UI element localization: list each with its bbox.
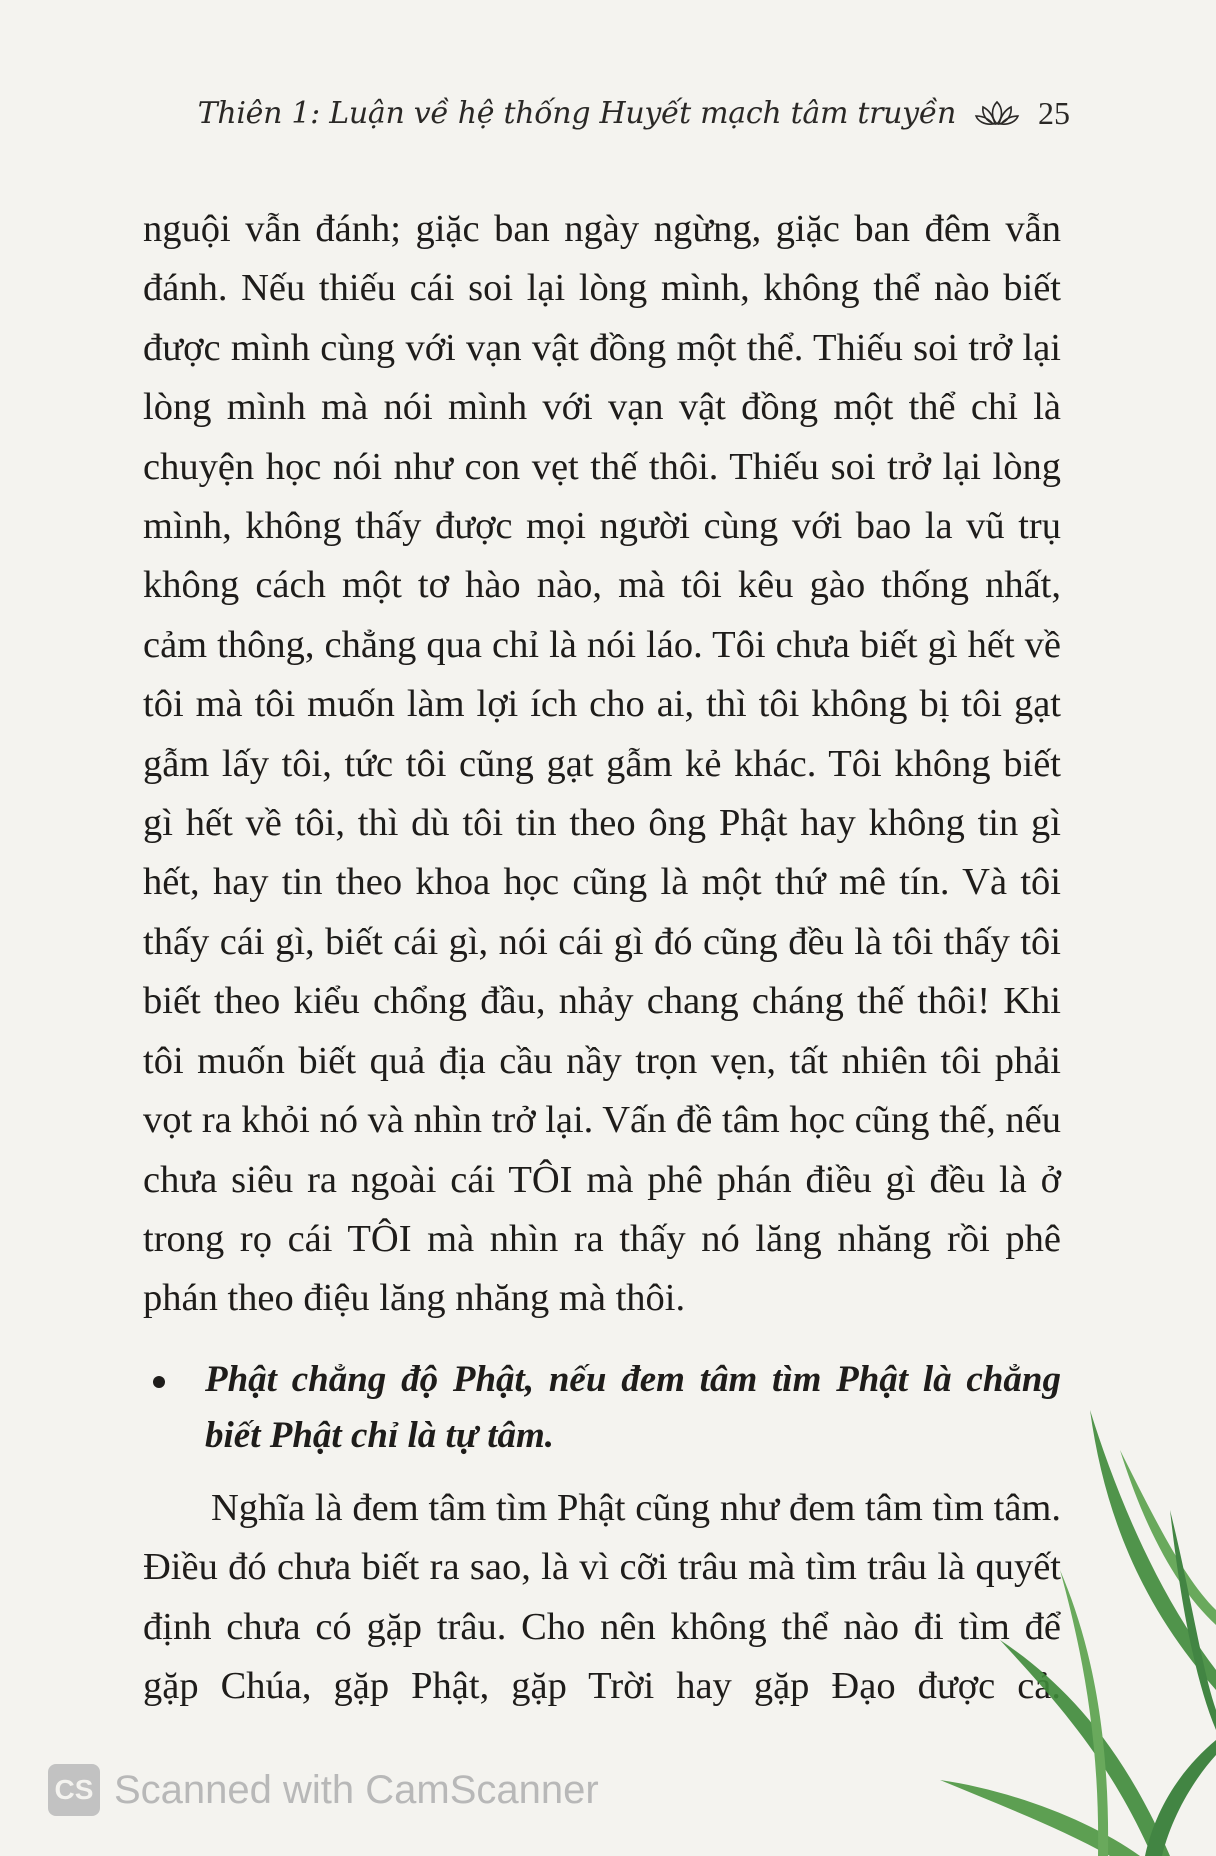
paragraph-text: Nghĩa là đem tâm tìm Phật cũng như đem tâm tìm tâm. Điều đó chưa biết ra sao, là vì cỡi trâu mà tìm trâu là quyết định chưa có gặp trâu. Cho nên không thể nào đi tìm để gặp Chúa, gặp Phật, gặp Trời hay gặp Đạo được cả. (143, 1487, 1061, 1708)
body-paragraph-1 (143, 200, 1061, 1329)
bullet-line: biết Phật chỉ là tự tâm. (205, 1415, 555, 1456)
camscanner-watermark (48, 1760, 599, 1820)
lotus-icon (974, 98, 1020, 128)
camscanner-logo-icon: CS (48, 1764, 100, 1816)
paragraph-text: nguội vẫn đánh; giặc ban ngày ngừng, giặc ban đêm vẫn đánh. Nếu thiếu cái soi lại lòng mình, không thể nào biết được mình cùng với vạn vật đồng một thể. Thiếu soi trở lại lòng mình mà nói mình với vạn vật đồng một thể chỉ là chuyện học nói như con vẹt thế thôi. Thiếu soi trở lại lòng mình, không thấy được mọi người cùng với bao la vũ trụ không cách một tơ hào nào, mà tôi kêu gào thống nhất, cảm thông, chẳng qua chỉ là nói láo. Tôi chưa biết gì hết về tôi mà tôi muốn làm lợi ích cho ai, thì tôi không bị tôi gạt gẫm lấy tôi, tức tôi cũng gạt gẫm kẻ khác. Tôi không biết gì hết về tôi, thì dù tôi tin theo ông Phật hay không tin gì hết, hay tin theo khoa học cũng là một thứ mê tín. Và tôi thấy cái gì, biết cái gì, nói cái gì đó cũng đều là tôi thấy tôi biết theo kiểu chổng đầu, nhảy chang cháng thế thôi! Khi tôi muốn biết quả địa cầu nầy trọn vẹn, tất nhiên tôi phải vọt ra khỏi nó và nhìn trở lại. Vấn đề tâm học cũng thế, nếu chưa siêu ra ngoài cái TÔI mà phê phán điều gì đều là ở trong rọ cái TÔI mà nhìn ra thấy nó lăng nhăng rồi phê (143, 208, 1061, 1260)
bamboo-leaves-icon (940, 1410, 1216, 1856)
page-number: 25 (1038, 94, 1070, 131)
bullet-dot-icon (153, 1376, 165, 1388)
running-header (120, 88, 1070, 138)
paragraph-last-line: phán theo điệu lăng nhăng mà thôi. (143, 1277, 686, 1320)
bullet-quote-text (205, 1352, 1061, 1464)
body-paragraph-2 (143, 1479, 1061, 1717)
bullet-line: Phật chẳng độ Phật, nếu đem tâm tìm Phật là chẳng (205, 1359, 1061, 1400)
watermark-label: Scanned with CamScanner (114, 1767, 599, 1812)
running-title: Thiên 1: Luận về hệ thống Huyết mạch tâm truyền (197, 95, 956, 131)
